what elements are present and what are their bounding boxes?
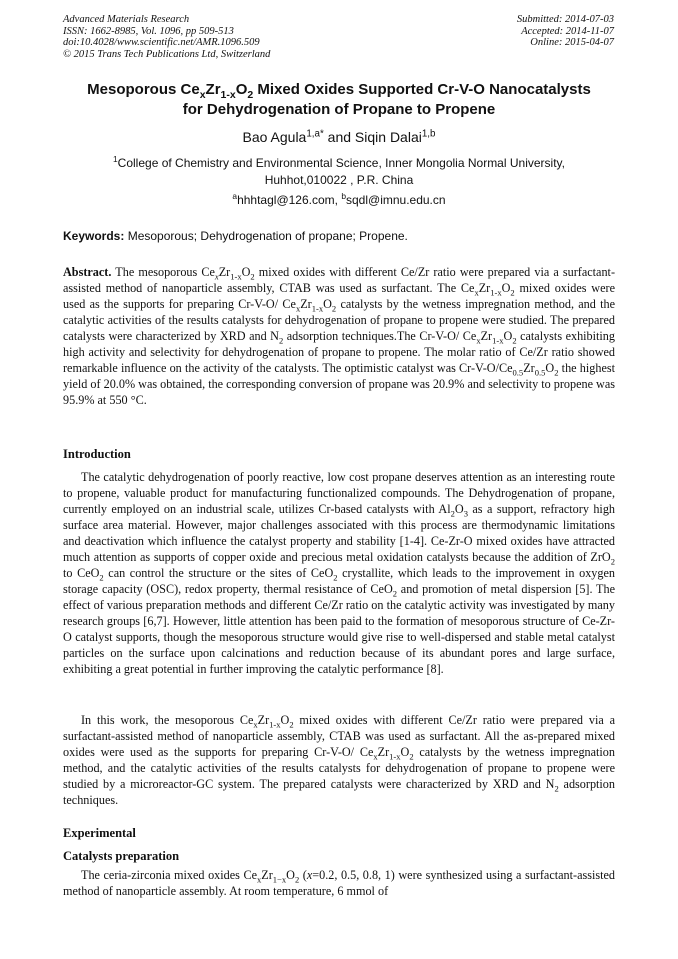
introduction-heading: Introduction bbox=[63, 447, 131, 461]
journal-copyright: © 2015 Trans Tech Publications Ltd, Switzerland bbox=[63, 48, 271, 60]
affiliation: $^1$College of Chemistry and Environmental Science, Inner Mongolia Normal University, Huhhot,010022 , P.R. China bbox=[113, 154, 565, 187]
journal-doi: doi:10.4028/www.scientific.net/AMR.1096.509 bbox=[63, 37, 260, 48]
keywords-label: Keywords: bbox=[63, 229, 125, 243]
title-line-2: for Dehydrogenation of Propane to Propene bbox=[182, 101, 496, 118]
catalysts-preparation-paragraph: The ceria-zirconia mixed oxides $Ce_xZr_{1-x}O_2$ (x=0.2, 0.5, 0.8, 1) were synthesized using a surfactant-assisted method of nanoparticle assembly. At room temperature, 6 mmol of bbox=[63, 868, 615, 898]
keywords bbox=[63, 229, 615, 243]
introduction-paragraph-2: In this work, the mesoporous $Ce_xZr_{1-x}O_2$ mixed oxides with different Ce/Zr ratio were prepared via a surfactant-assisted method of nanoparticle assembly, CTAB was used as surfactant. All the as-prepared mixed oxides were used as the supports for preparing Cr-V-O/ $Ce_xZr_{1-x}O_2$ catalysts by the wetness impregnation method, and the catalytic activities of the results catalysts for dehydrogenation of propane to propene were studied by a microreactor-GC system. The prepared catalysts were characterized by XRD and $N_2$ adsorption techniques. bbox=[63, 713, 615, 807]
submitted-date: Submitted: 2014-07-03 bbox=[516, 14, 614, 25]
title-line-1: Mesoporous $Ce_xZr_{1-x}O_2$ Mixed Oxides Supported Cr-V-O Nanocatalysts bbox=[87, 81, 591, 101]
catalysts-preparation-heading: Catalysts preparation bbox=[63, 849, 180, 863]
journal-issn: ISSN: 1662-8985, Vol. 1096, pp 509-513 bbox=[63, 25, 234, 37]
paper-title bbox=[40, 80, 638, 120]
dates-header bbox=[517, 14, 614, 49]
author-emails: $^a$hhhtagl@126.com, $^b$sqdl@imnu.edu.cn bbox=[232, 191, 446, 207]
keywords-text: Mesoporous; Dehydrogenation of propane; Propene. bbox=[124, 229, 408, 243]
author-list: Bao Agula$^{1,a*}$ and Siqin Dalai$^{1,b}$ bbox=[242, 128, 436, 145]
journal-name: Advanced Materials Research bbox=[63, 14, 190, 25]
accepted-date: Accepted: 2014-11-07 bbox=[521, 25, 614, 37]
author-1: Bao Agula bbox=[242, 129, 307, 145]
journal-header bbox=[63, 14, 270, 60]
experimental-heading: Experimental bbox=[63, 826, 136, 840]
abstract: Abstract. The mesoporous $Ce_xZr_{1-x}O_2$ mixed oxides with different Ce/Zr ratio were prepared via a surfactant-assisted method of nanoparticle assembly, CTAB was used as surfactant. The $Ce_xZr_{1-x}O_2$ mixed oxides were used as the supports for preparing Cr-V-O/ $Ce_xZr_{1-x}O_2$ catalysts by the wetness impregnation method, and the catalytic activities of the results catalysts for dehydrogenation of propane to propene were studied. The prepared catalysts were characterized by XRD and $N_2$ adsorption techniques.The Cr-V-O/ $Ce_xZr_{1-x}O_2$ catalysts exhibiting high activity and selectivity for dehydrogenation of propane to propene. The molar ratio of Ce/Zr ratio showed remarkable influence on the activity of the catalysts. The optimistic catalyst was $Cr-V-O/Ce_{0.5}Zr_{0.5}O_2$ the highest yield of 20.0% was obtained, the corresponding conversion of propane was 20.9% and selectivity to propene was 95.9% at 550 °C. bbox=[63, 265, 616, 407]
introduction-paragraph-1: The catalytic dehydrogenation of poorly reactive, low cost propane deserves attention as an interesting route to propene, valuable product for manufacturing functionalized compounds. The Dehydrogenation of propane, currently employed on an industrial scale, utilizes Cr-based catalysts with $Al_2O_3$ as a support, refractory high surface area material. However, major challenges associated with this process are thermodynamic limitations and deactivation which influence the catalyst property and stability [1-4]. Ce-Zr-O mixed oxides have attracted much attention as supports of copper oxide and precious metal oxidation catalysts because the addition of ZrO$_2$ to CeO$_2$ can control the structure or the sites of CeO$_2$ crystallite, which leads to the improvement in oxygen storage capacity (OSC), redox property, thermal resistance of CeO$_2$ and promotion of metal dispersion [5]. The effect of various preparation methods and different Ce/Zr ratio on the catalytic activity was investigated by many research groups [6,7]. However, little attention has been paid to the formation of mesoporous structure of Ce-Zr-O catalyst supports, though the mesoporous structure would give rise to well-dispersed and stable metal catalyst particles on the surface upon calcinations and reduction because of its abundant pores and large surface, exhibiting a great potential in further improving the catalytic performance [8]. bbox=[63, 470, 616, 676]
author-2: Siqin Dalai bbox=[354, 129, 422, 145]
abstract-label: Abstract. bbox=[63, 265, 112, 279]
online-date: Online: 2015-04-07 bbox=[530, 37, 614, 48]
